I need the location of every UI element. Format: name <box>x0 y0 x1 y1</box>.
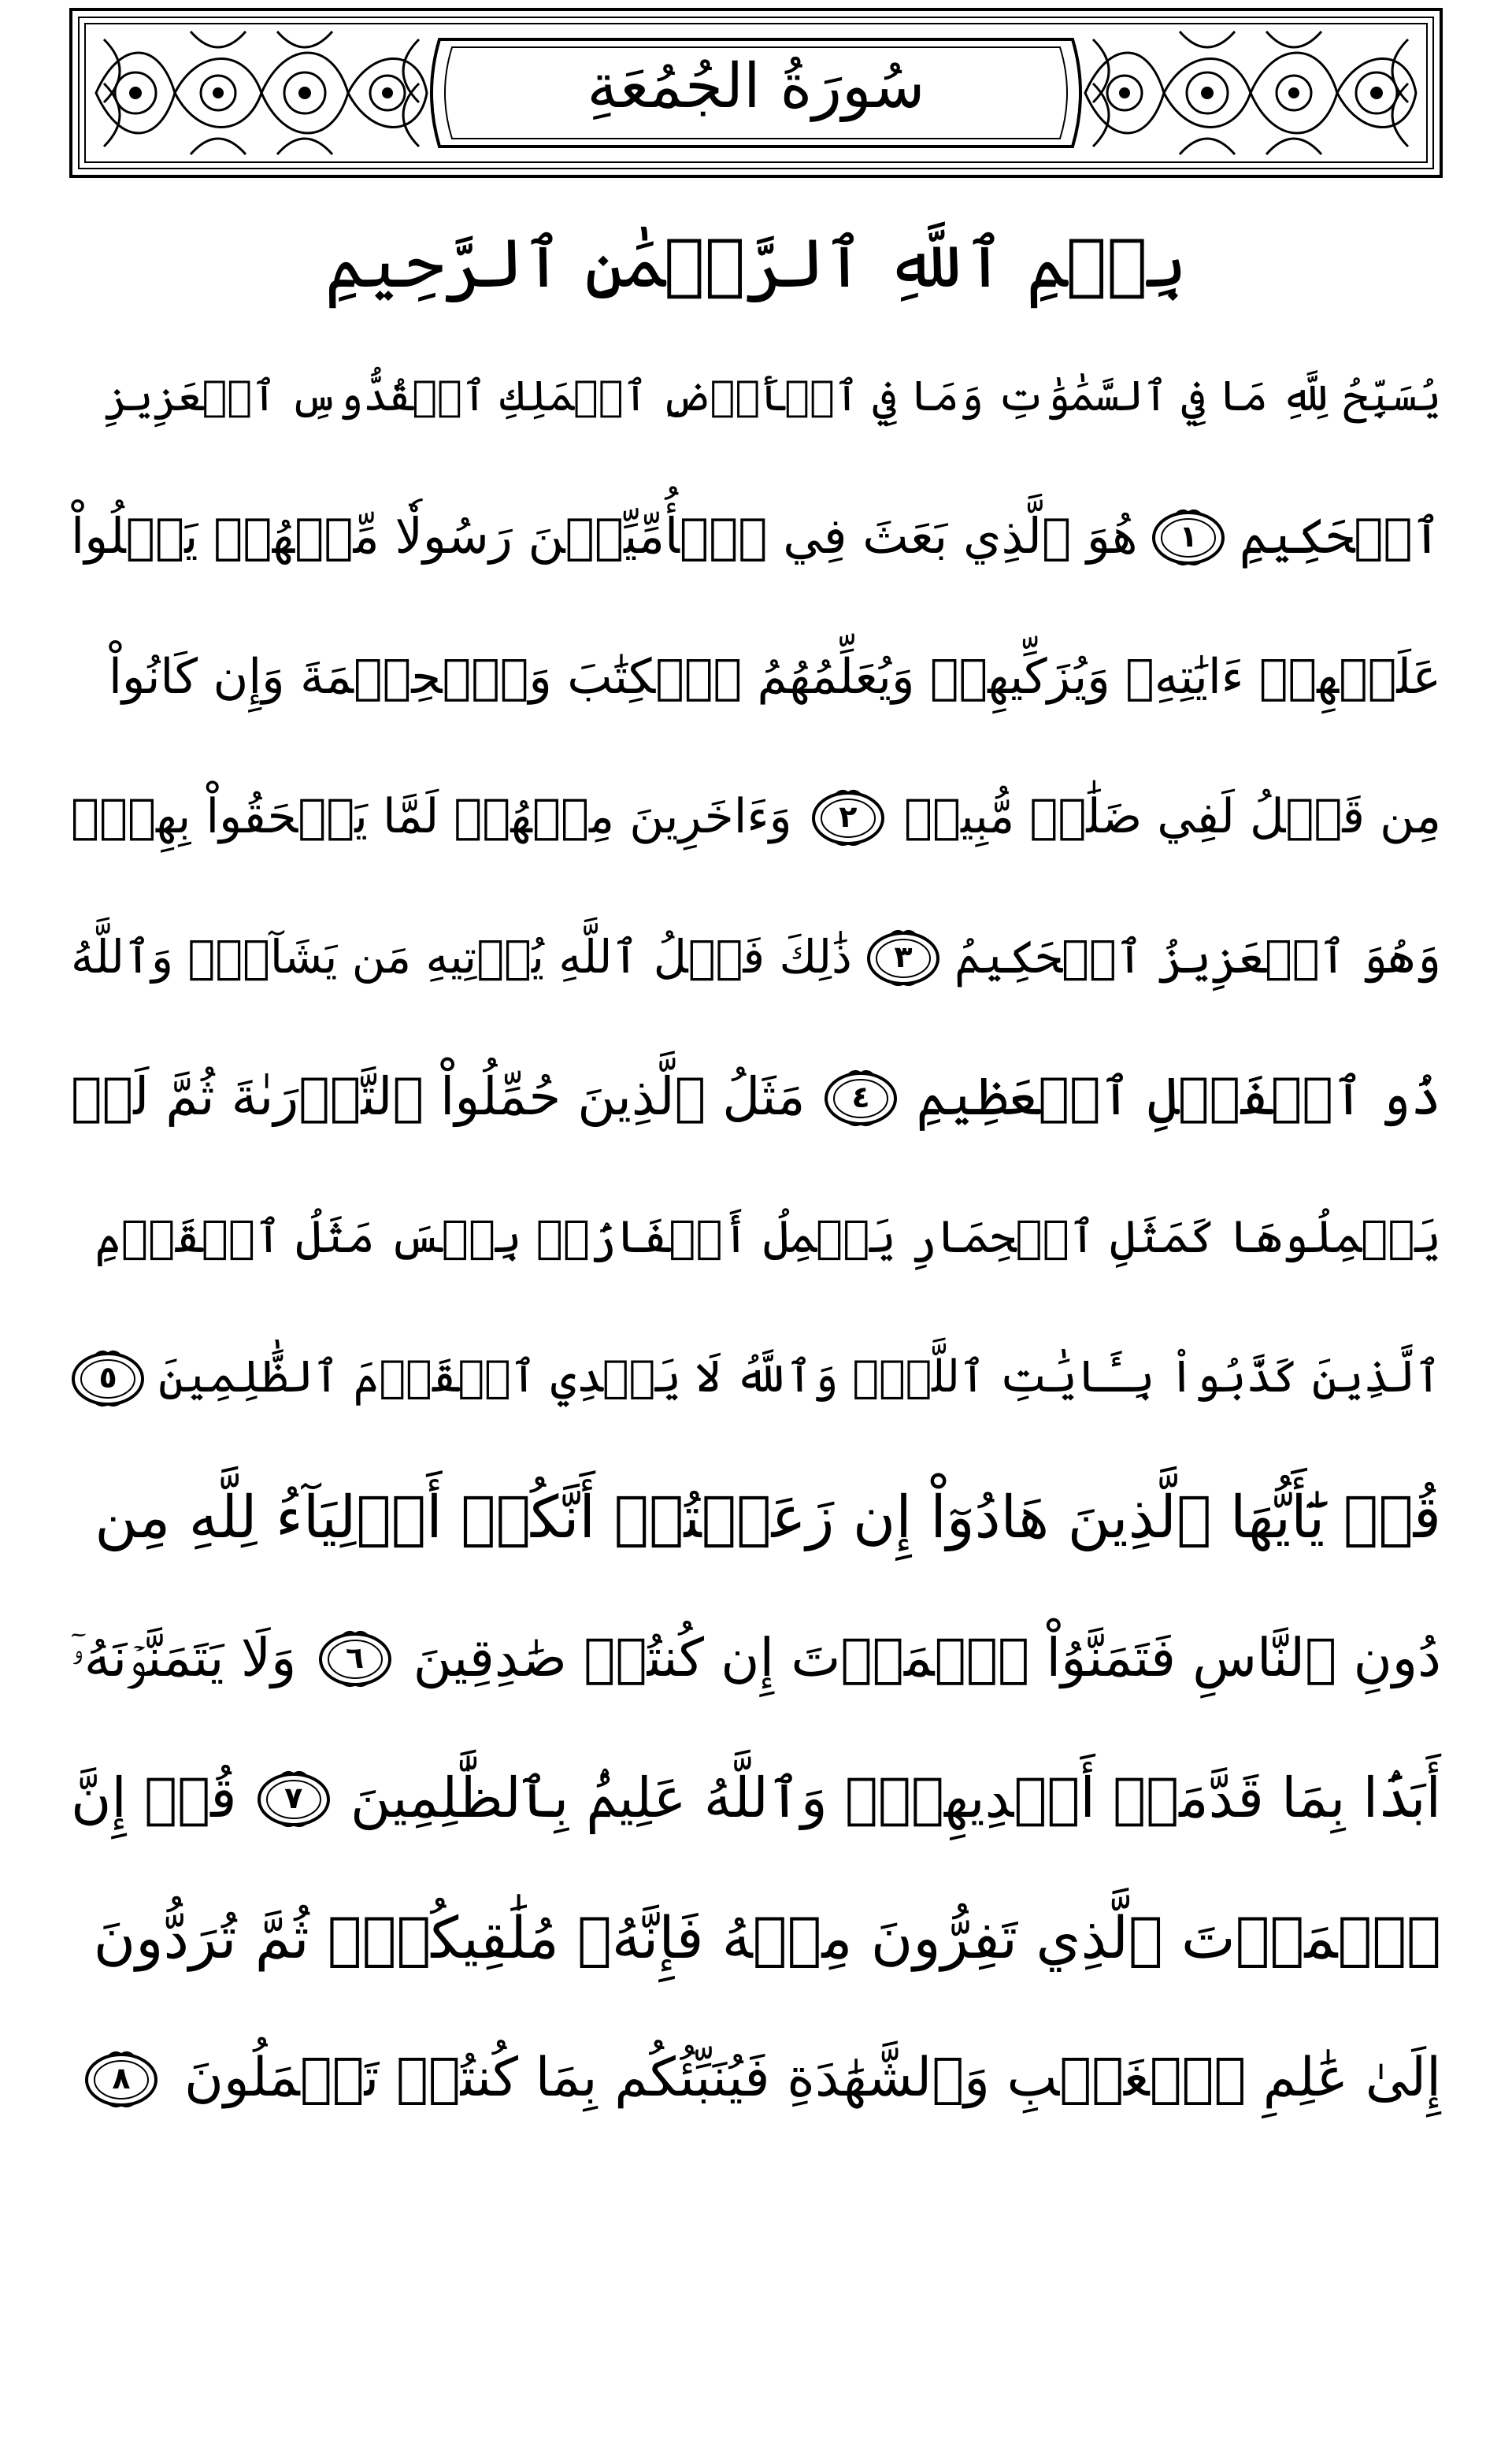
arabesque-ornament-icon <box>88 24 435 162</box>
ayah-text: ذَٰلِكَ فَضۡلُ ٱللَّهِ يُؤۡتِيهِ مَن يَشَآءُۚ وَٱللَّهُ <box>71 930 852 984</box>
ayah-line <box>71 1027 1441 1167</box>
ayah-text: مَثَلُ ٱلَّذِينَ حُمِّلُواْ ٱلتَّوۡرَىٰةَ ثُمَّ لَمۡ <box>71 1066 806 1127</box>
ayah-text: ذُو ٱلۡفَضۡلِ ٱلۡعَظِيمِ <box>916 1066 1441 1127</box>
ayah-number: ٥ <box>98 1360 117 1395</box>
ayah-text: وَءَاخَرِينَ مِنۡهُمۡ لَمَّا يَلۡحَقُواْ بِهِمۡۚ <box>71 789 792 844</box>
ayah-text: قُلۡ إِنَّ <box>71 1766 237 1830</box>
ayah-text: عَلَيۡهِمۡ ءَايَٰتِهِۦ وَيُزَكِّيهِمۡ وَيُعَلِّمُهُمُ ٱلۡكِتَٰبَ وَٱلۡحِكۡمَةَ وَإِن كَانُواْ <box>108 648 1441 705</box>
ayah-number: ٢ <box>839 799 858 834</box>
ayah-text: مِن قَبۡلُ لَفِي ضَلَٰلٖ مُّبِينٖ <box>903 789 1441 844</box>
surah-header-frame <box>69 8 1443 178</box>
ayah-text: دُونِ ٱلنَّاسِ فَتَمَنَّوُاْ ٱلۡمَوۡتَ إِن كُنتُمۡ صَٰدِقِينَ <box>413 1626 1441 1688</box>
ayah-end-marker <box>1149 506 1228 566</box>
ayah-text: هُوَ ٱلَّذِي بَعَثَ فِي ٱلۡأُمِّيِّـۧنَ رَسُولٗا مِّنۡهُمۡ يَتۡلُواْ <box>71 507 1138 565</box>
ayah-number: ٨ <box>112 2061 131 2096</box>
ayah-lines <box>71 326 1441 2148</box>
ayah-line <box>71 1167 1441 1307</box>
ayah-end-marker <box>821 1067 900 1127</box>
ayah-number: ٦ <box>345 1640 365 1675</box>
arabesque-ornament-icon <box>1077 24 1424 162</box>
ayah-text: وَلَا يَتَمَنَّوۡنَهُۥٓ <box>71 1626 297 1688</box>
ayah-text: إِلَىٰ عَٰلِمِ ٱلۡغَيۡبِ وَٱلشَّهَٰدَةِ فَيُنَبِّئُكُم بِمَا كُنتُمۡ تَعۡمَلُونَ <box>183 2047 1441 2109</box>
ayah-end-marker <box>254 1768 333 1828</box>
ayah-number: ١ <box>1179 519 1198 554</box>
ayah-end-marker <box>809 787 888 847</box>
ayah-text: يُسَبِّحُ لِلَّهِ مَا فِي ٱلسَّمَٰوَٰتِ وَمَا فِي ٱلۡأَرۡضِ ٱلۡمَلِكِ ٱلۡقُدُّوسِ ٱلۡعَزِيزِ <box>104 372 1441 421</box>
ayah-line <box>71 466 1441 606</box>
ayah-number: ٤ <box>851 1080 870 1114</box>
ayah-number: ٧ <box>284 1781 303 1815</box>
surah-title: سُورَةُ الجُمُعَةِ <box>587 51 925 122</box>
ayah-line <box>71 1307 1441 1447</box>
ayah-text: قُلۡ يَٰٓأَيُّهَا ٱلَّذِينَ هَادُوٓاْ إِن زَعَمۡتُمۡ أَنَّكُمۡ أَوۡلِيَآءُ لِلَّهِ مِن <box>94 1484 1441 1551</box>
ayah-line <box>71 887 1441 1027</box>
ayah-end-marker <box>69 1347 147 1407</box>
ayah-line <box>71 326 1441 466</box>
basmala: بِسۡمِ ٱللَّهِ ٱلرَّحۡمَٰنِ ٱلرَّحِيمِ <box>324 224 1188 303</box>
ayah-line <box>71 1868 1441 2008</box>
ayah-text: ٱلۡحَكِيمِ <box>1239 507 1441 565</box>
ayah-number: ٣ <box>894 939 913 974</box>
ayah-line <box>71 2008 1441 2148</box>
ayah-end-marker <box>864 927 943 987</box>
ayah-text: وَهُوَ ٱلۡعَزِيزُ ٱلۡحَكِيمُ <box>954 930 1441 984</box>
ayah-line <box>71 606 1441 747</box>
ayah-text: ٱلَّذِينَ كَذَّبُواْ بِـَٔايَٰتِ ٱللَّهِۚ وَٱللَّهُ لَا يَهۡدِي ٱلۡقَوۡمَ ٱلظَّٰلِمِينَ <box>158 1351 1441 1403</box>
ayah-end-marker <box>82 2048 161 2108</box>
ayah-line <box>71 1447 1441 1588</box>
ayah-end-marker <box>316 1628 395 1688</box>
ayah-text: أَبَدَۢا بِمَا قَدَّمَتۡ أَيۡدِيهِمۡۚ وَٱللَّهُ عَلِيمُۢ بِٱلظَّٰلِمِينَ <box>350 1766 1441 1830</box>
ayah-line <box>71 1588 1441 1728</box>
ayah-text: ٱلۡمَوۡتَ ٱلَّذِي تَفِرُّونَ مِنۡهُ فَإِنَّهُۥ مُلَٰقِيكُمۡۖ ثُمَّ تُرَدُّونَ <box>93 1904 1441 1972</box>
ayah-line <box>71 747 1441 887</box>
ayah-text: يَحۡمِلُوهَا كَمَثَلِ ٱلۡحِمَارِ يَحۡمِلُ أَسۡفَارَۢاۚ بِئۡسَ مَثَلُ ٱلۡقَوۡمِ <box>94 1210 1441 1263</box>
ayah-line <box>71 1728 1441 1868</box>
